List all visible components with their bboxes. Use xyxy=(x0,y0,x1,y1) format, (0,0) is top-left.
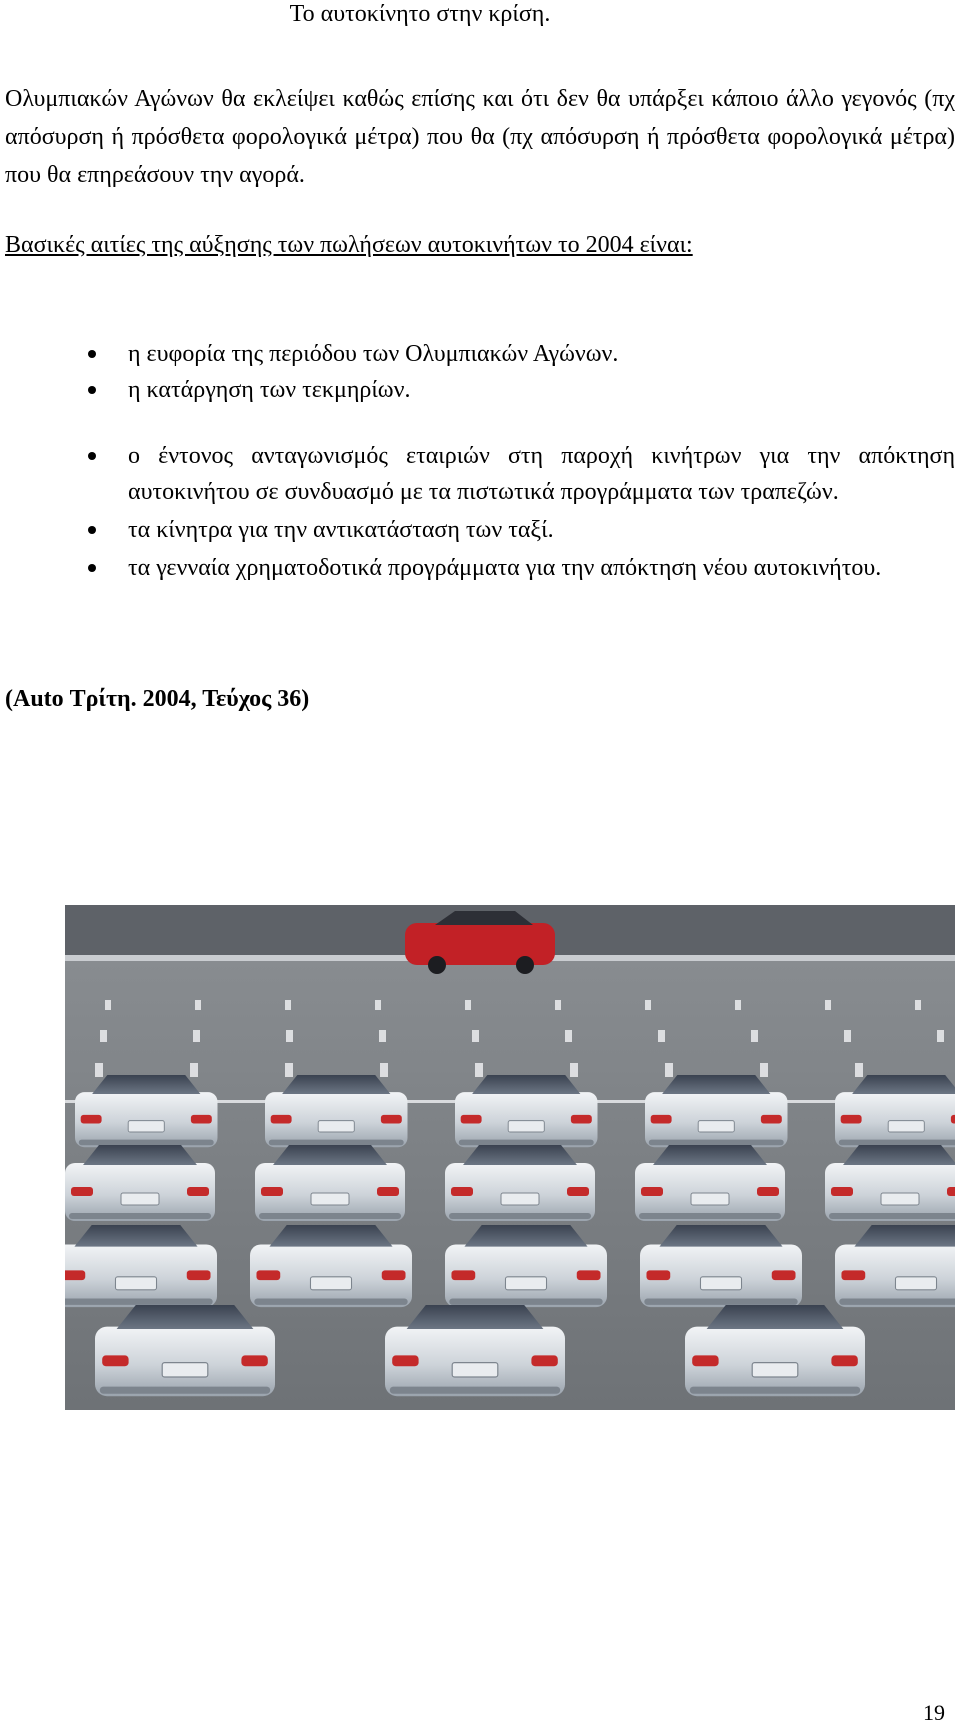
list-item-text: ο έντονος ανταγωνισμός εταιριών στη παροχή κινήτρων για την απόκτηση αυτοκινήτου σε συνδυασμό με τα πιστωτικά προγράμματα των τραπεζών. xyxy=(128,443,955,505)
list-item xyxy=(88,372,955,408)
section-heading: Βασικές αιτίες της αύξησης των πωλήσεων αυτοκινήτων το 2004 είναι: xyxy=(5,232,693,258)
list-item-text: τα γενναία χρηματοδοτικά προγράμματα για την απόκτηση νέου αυτοκινήτου. xyxy=(128,555,882,581)
list-item xyxy=(88,512,955,548)
list-item-text: τα κίνητρα για την αντικατάσταση των ταξί. xyxy=(128,517,554,543)
bullet-icon xyxy=(88,526,96,534)
list-item xyxy=(88,550,955,586)
list-item-text: η ευφορία της περιόδου των Ολυμπιακών Αγώνων. xyxy=(128,341,619,367)
bullet-icon xyxy=(88,564,96,572)
bullet-icon xyxy=(88,386,96,394)
car-lot-illustration xyxy=(65,905,955,1410)
intro-paragraph: Ολυμπιακών Αγώνων θα εκλείψει καθώς επίσης και ότι δεν θα υπάρξει κάποιο άλλο γεγονός (πχ απόσυρση ή πρόσθετα φορολογικά μέτρα) που θα (πχ απόσυρση ή πρόσθετα φορολογικά μέτρα) που θα επηρεάσουν την αγορά. xyxy=(5,86,955,188)
bullet-icon xyxy=(88,452,96,460)
list-item xyxy=(88,438,955,510)
page-number: 19 xyxy=(923,1700,945,1725)
list-item-text: η κατάργηση των τεκμηρίων. xyxy=(128,377,411,403)
list-item xyxy=(88,336,955,372)
page-title: Το αυτοκίνητο στην κρίση. xyxy=(289,1,551,27)
citation: (Auto Τρίτη. 2004, Τεύχος 36) xyxy=(5,686,310,712)
car-lot-photo xyxy=(65,905,955,1410)
bullet-icon xyxy=(88,350,96,358)
